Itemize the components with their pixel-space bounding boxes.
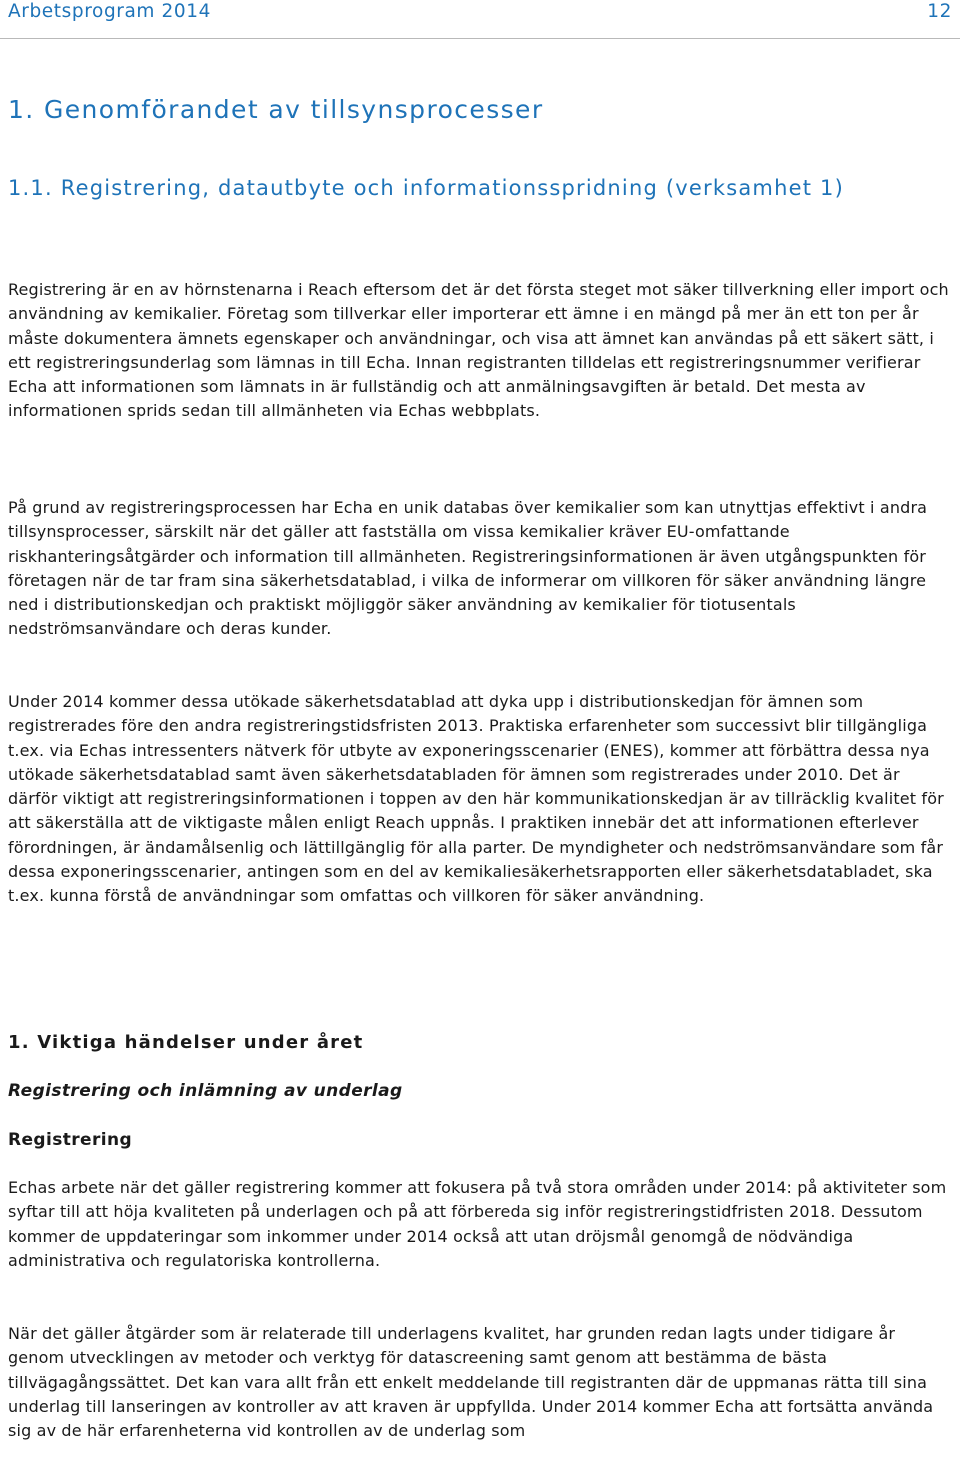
page-number: 12	[927, 1, 952, 22]
running-header	[8, 0, 952, 28]
heading-registration: Registrering	[8, 1130, 133, 1150]
paragraph-registration-focus: Echas arbete när det gäller registrering kommer att fokusera på två stora områden under 2014: på aktiviteter som syftar till att höja kvaliteten på underlagen och på att förbereda sig inför registreringstidfristen 2018. Dessutom kommer de uppdateringar som inkommer under 2014 också att utan dröjsmål genomgå de nödvändiga administrativa och regulatoriska kontrollerna.	[8, 1178, 947, 1270]
heading-key-events: 1. Viktiga händelser under året	[8, 1032, 364, 1053]
paragraph-safety-data-sheets: Under 2014 kommer dessa utökade säkerhetsdatablad att dyka upp i distributionskedjan för ämnen som registrerades före den andra registreringstidsfristen 2013. Praktiska erfarenheter som successivt blir tillgängliga t.ex. via Echas intressenters nätverk för utbyte av exponeringsscenarier (ENES), kommer att förbättra dessa nya utökade säkerhetsdatablad samt även säkerhetsdatabladen för ämnen som registrerades under 2010. Det är därför viktigt att registreringsinformationen i toppen av den här kommunikationskedjan är av tillräcklig kvalitet för att säkerställa att de viktigaste målen enligt Reach uppnås. I praktiken innebär det att informationen efterlever förordningen, är ändamålsenlig och lättillgänglig för alla parter. De myndigheter och nedströmsanvändare som får dessa exponeringsscenarier, antingen som en del av kemikaliesäkerhetsrapporten eller säkerhetsdatabladet, ska t.ex. kunna förstå de användningar som omfattas och villkoren för säker användning.	[8, 692, 944, 906]
header-divider	[0, 38, 960, 39]
paragraph-registration-database: På grund av registreringsprocessen har Echa en unik databas över kemikalier som kan utnyttjas effektivt i andra tillsynsprocesser, särskilt när det gäller att fastställa om vissa kemikalier kräver EU-omfattande riskhanteringsåtgärder och information till allmänheten. Registreringsinformationen är även utgångspunkten för företagen när de tar fram sina säkerhetsdatablad, i vilka de informerar om villkoren för säker användning längre ned i distributionskedjan och praktiskt möjliggör säker användning av kemikalier för tiotusentals nedströmsanvändare och deras kunder.	[8, 498, 928, 639]
section-heading: 1. Genomförandet av tillsynsprocesser	[8, 95, 544, 124]
document-title: Arbetsprogram 2014	[8, 1, 212, 22]
heading-registration-and-dossiers: Registrering och inlämning av underlag	[8, 1081, 403, 1101]
paragraph-registration-intro: Registrering är en av hörnstenarna i Reach eftersom det är det första steget mot säker tillverkning eller import och användning av kemikalier. Företag som tillverkar eller importerar ett ämne i en mängd på mer än ett ton per år måste dokumentera ämnets egenskaper och användningar, och visa att ämnet kan användas på ett säkert sätt, i ett registreringsunderlag som lämnas in till Echa. Innan registranten tilldelas ett registreringsnummer verifierar Echa att informationen som lämnats in är fullständig och att anmälningsavgiften är betald. Det mesta av informationen sprids sedan till allmänheten via Echas webbplats.	[8, 280, 949, 421]
paragraph-dossier-quality: När det gäller åtgärder som är relaterade till underlagens kvalitet, har grunden redan lagts under tidigare år genom utvecklingen av metoder och verktyg för datascreening samt genom att bestämma de bästa tillvägagångssättet. Det kan vara allt från ett enkelt meddelande till registranten där de uppmanas rätta till sina underlag till lanseringen av kontroller av att kraven är uppfyllda. Under 2014 kommer Echa att fortsätta använda sig av de här erfarenheterna vid kontrollen av de underlag som	[8, 1324, 934, 1441]
subsection-heading: 1.1. Registrering, datautbyte och informationsspridning (verksamhet 1)	[8, 176, 844, 200]
